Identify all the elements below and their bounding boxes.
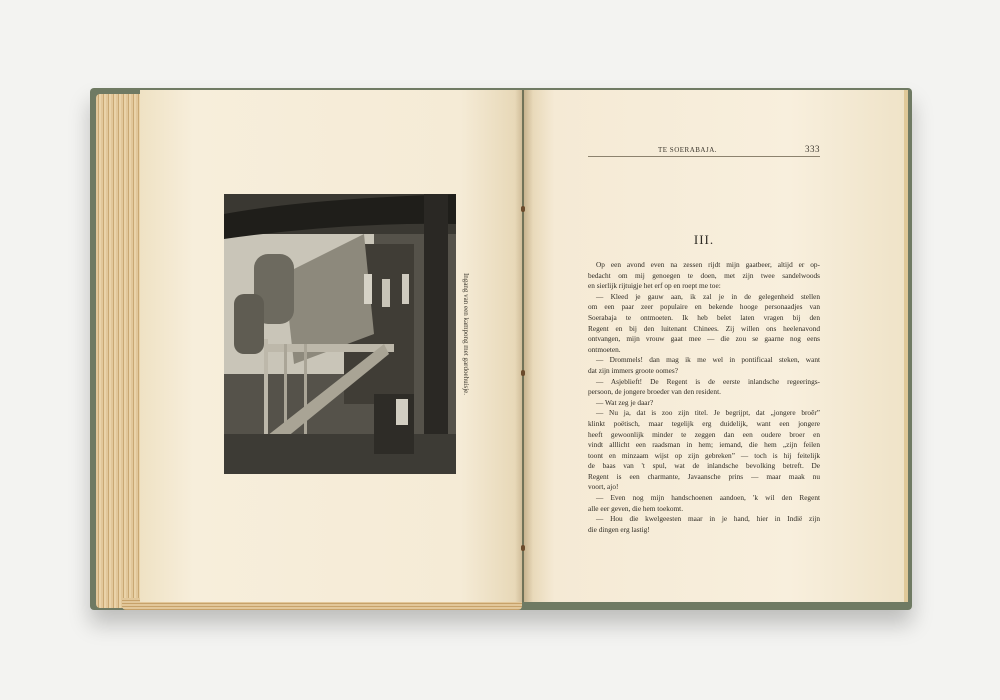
binding-stitch <box>521 370 525 376</box>
text-line: heeft gewoonlijk minder te zeggen dan een oudere broer en <box>588 429 820 439</box>
text-line: dat zijn immers groote oomes? <box>588 365 678 375</box>
text-line: voort, ajo! <box>588 482 619 492</box>
chapter-title: III. <box>693 232 715 247</box>
page-number: 333 <box>805 144 820 154</box>
text-line: om een paar zeer populaire en bekende hooge personaadjes van <box>588 302 820 312</box>
text-line: de baas van 't spul, wat de inlandsche bevolking betreft. De <box>588 461 820 471</box>
text-line: klinkt poëtisch, maar tegelijk erg duidelijk, want een jongere <box>588 418 820 428</box>
text-line: persoon, de jongere broeder van den resident. <box>588 387 721 397</box>
text-line: — Asjeblieft! De Regent is de eerste inlandsche regeerings- <box>596 376 820 386</box>
text-line: Regent is een charmante, Javaansche prins — maar maak nu <box>588 471 820 481</box>
text-line: vindt alllicht een raadsman in hem; iemand, die hem „zijn feilen <box>588 440 820 450</box>
text-line: die dingen erg lastig! <box>588 524 650 534</box>
body-text <box>588 260 820 535</box>
running-head-title: TE SOERABAJA. <box>658 146 718 154</box>
book-gutter <box>515 90 533 602</box>
text-line: en sierlijk rijtuigje het erf op en roept me toe: <box>588 281 721 291</box>
text-line: — Drommels! dan mag ik me wel in pontificaal steken, want <box>596 355 820 365</box>
text-line: — Hou die kwelgeesten maar in je hand, hier in Indië zijn <box>596 514 820 524</box>
text-line: ontvangen, mijn vrouw gaat mee — die zou se gaarne nog eens <box>588 334 820 344</box>
text-line: Op een avond even na zessen rijdt mijn gaatbeer, altijd er op- <box>596 260 820 269</box>
binding-stitch <box>521 206 525 212</box>
kampong-photograph <box>224 194 456 474</box>
text-line: Regent en bij den luitenant Chinees. Zij willen ons heelenavond <box>588 323 820 333</box>
binding-stitch <box>521 545 525 551</box>
text-line: ontmoeten. <box>588 344 621 354</box>
text-line: Soerabaja te ontmoeten. Ik heb belet laten vragen bij den <box>588 312 820 322</box>
text-line: alle eer geven, die hem toekomt. <box>588 503 684 513</box>
text-line: — Nu ja, dat is zoo zijn titel. Je begrijpt, dat „jongere broêr” <box>596 408 820 418</box>
header-rule <box>588 156 820 157</box>
text-line: — Wat zeg je daar? <box>596 397 654 407</box>
text-line: bedacht om mij genoegen te doen, met zijn twee sandelwoods <box>588 270 820 280</box>
plate-caption-text: Ingang van een kampong met gardoehuisje. <box>462 272 470 396</box>
text-line: toont en minzaam wijst op zijn gebreken” — toch is hij feitelijk <box>588 450 820 460</box>
text-line: — Even nog mijn handschoenen aandoen, 'k wil den Regent <box>596 493 820 503</box>
photo-plate <box>224 194 456 474</box>
text-line: — Kleed je gauw aan, ik zal je in de gelegenheid stellen <box>596 291 820 301</box>
